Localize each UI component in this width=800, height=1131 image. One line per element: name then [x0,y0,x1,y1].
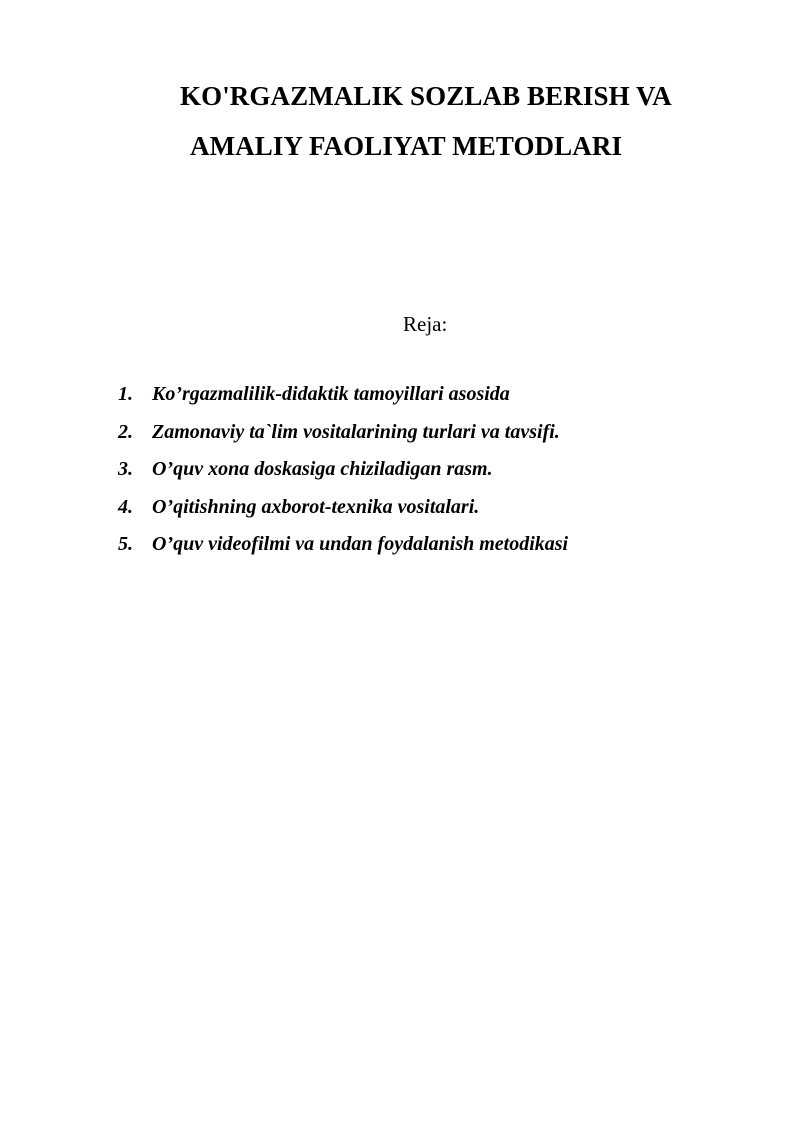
plan-item-4 [118,494,568,532]
plan-heading: Reja: [403,312,448,336]
plan-item-number: 1. [118,383,133,405]
plan-item-text: Ko’rgazmalilik-didaktik tamoyillari asosida [152,383,510,405]
plan-item-5 [118,531,568,569]
plan-item-number: 3. [118,458,133,480]
document-title-line-2: AMALIY FAOLIYAT METODLARI [190,131,623,161]
plan-item-number: 4. [118,495,133,518]
plan-item-text: O’qitishning axborot-texnika vositalari. [152,495,480,518]
document-title-line-1: KO'RGAZMALIK SOZLAB BERISH VA [180,81,672,111]
plan-item-3 [118,456,568,494]
plan-item-text: O’quv xona doskasiga chiziladigan rasm. [152,458,493,480]
plan-item-text: O’quv videofilmi va undan foydalanish metodikasi [152,533,569,555]
plan-item-text: Zamonaviy ta`lim vositalarining turlari va tavsifi. [152,420,560,443]
plan-item-1 [118,381,568,419]
plan-list [118,381,568,569]
plan-item-2 [118,419,568,457]
plan-item-number: 2. [118,420,133,443]
plan-item-number: 5. [118,533,133,555]
